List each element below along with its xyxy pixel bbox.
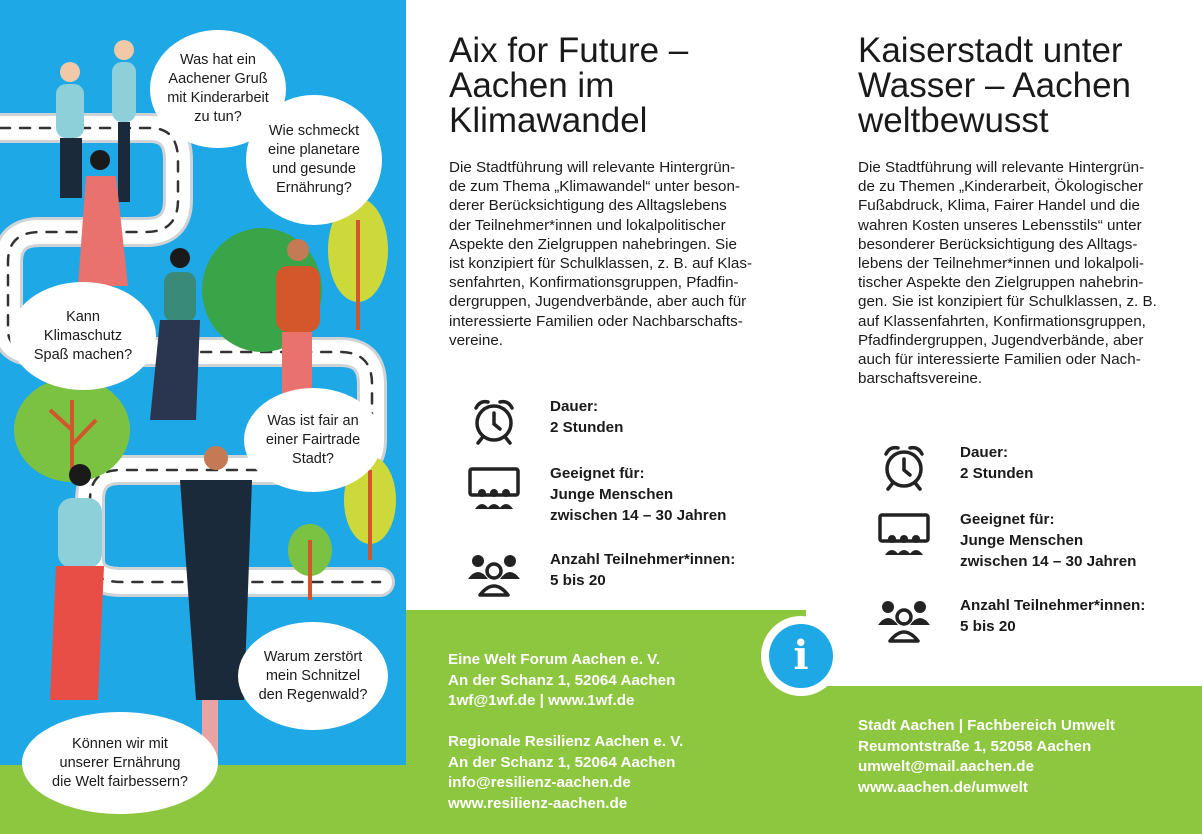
tour-column-1 — [449, 33, 789, 350]
question-bubble: Wie schmeckt eine planetare und gesunde Ernährung? — [246, 95, 382, 225]
audience-icon — [466, 463, 522, 513]
question-bubble: Kann Klimaschutz Spaß machen? — [10, 282, 156, 390]
tour-title: Aix for Future – Aachen im Klimawandel — [449, 31, 689, 140]
audience-icon — [876, 509, 932, 559]
fact-audience: Geeignet für: Junge Menschen zwischen 14 – 30 Jahren — [876, 509, 1136, 572]
question-bubble: Warum zerstört mein Schnitzel den Regenwald? — [238, 622, 388, 730]
tour-title: Kaiserstadt unter Wasser – Aachen weltbewusst — [858, 31, 1132, 140]
info-icon: i — [769, 624, 833, 688]
fact-participants: Anzahl Teilnehmer*innen: 5 bis 20 — [466, 549, 735, 599]
fact-audience: Geeignet für: Junge Menschen zwischen 14 – 30 Jahren — [466, 463, 726, 526]
contacts-city: Stadt Aachen | Fachbereich Umwelt Reumontstraße 1, 52058 Aachen umwelt@mail.aachen.de www.aachen.de/umwelt — [858, 717, 1115, 796]
tour-description: Die Stadtführung will relevante Hintergrün- de zum Thema „Klimawandel“ unter beson- derer Berücksichtigung des Alltagslebens der Teilnehmer*innen und lokalpolitischer Aspekte den Zielgruppen nahebringen. Sie ist konzipiert für Schulklassen, z. B. auf Klas- senfahrten, Konfirmationsgruppen, Pfadfin- dergruppen, Jugendverbände, aber auch für interessierte Familien oder Nachbarschafts- vereine. — [449, 159, 753, 349]
contacts-partners: Eine Welt Forum Aachen e. V. An der Schanz 1, 52064 Aachen 1wf@1wf.de | www.1wf.de Regionale Resilienz Aachen e. V. An der Schanz 1, 52064 Aachen info@resilienz-aachen.de www.resilienz-aachen.de — [448, 651, 684, 812]
participants-icon — [876, 595, 932, 645]
tour-column-2 — [858, 33, 1188, 388]
illustration-panel — [0, 0, 406, 834]
participants-icon — [466, 549, 522, 599]
fact-duration: Dauer: 2 Stunden — [466, 396, 623, 446]
question-bubble: Können wir mit unserer Ernährung die Welt fairbessern? — [22, 712, 218, 814]
question-bubble: Was ist fair an einer Fairtrade Stadt? — [244, 388, 382, 492]
question-bubble: Was hat ein Aachener Gruß mit Kinderarbeit zu tun? — [150, 30, 286, 148]
tour-description: Die Stadtführung will relevante Hintergrün- de zu Themen „Kinderarbeit, Ökologischer Fußabdruck, Klima, Fairer Handel und die wahren Kosten unseres Lebensstils“ unter besonderer Berücksichtigung des Alltags- lebens der Teilnehmer*innen und lokalpoli- tischer Aspekte den Zielgruppen nahebrin- gen. Sie ist konzipiert für Schulklassen, z. B. auf Klassenfahrten, Konfirmationsgruppen, Pfadfindergruppen, Jugendverbände, aber auch für interessierte Familien oder Nach- barschaftsvereine. — [858, 159, 1157, 388]
alarm-clock-icon — [876, 442, 932, 492]
fact-participants: Anzahl Teilnehmer*innen: 5 bis 20 — [876, 595, 1145, 645]
alarm-clock-icon — [466, 396, 522, 446]
fact-duration: Dauer: 2 Stunden — [876, 442, 1033, 492]
